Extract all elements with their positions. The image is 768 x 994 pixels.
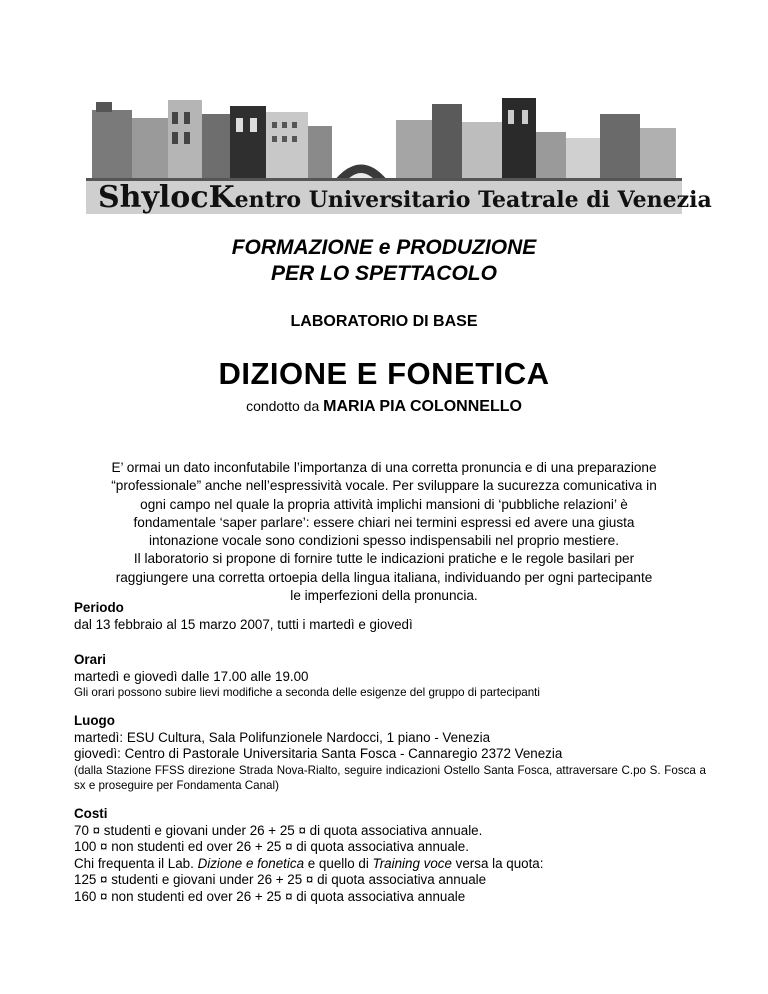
costi-line3	[74, 856, 706, 873]
costi-line3-pre: Chi frequenta il Lab.	[74, 855, 198, 871]
section-periodo	[74, 600, 706, 633]
intro-paragraph	[60, 459, 708, 605]
periodo-text: dal 13 febbraio al 15 marzo 2007, tutti i martedì e giovedì	[74, 616, 413, 632]
orari-text: martedì e giovedì dalle 17.00 alle 19.00	[74, 668, 309, 684]
periodo-heading: Periodo	[74, 600, 124, 615]
costi-line4: 125 ¤ studenti e giovani under 26 + 25 ¤ di quota associativa annuale	[74, 872, 487, 887]
intro-line: fondamentale ‘saper parlare’: essere chiari nei termini espressi ed avere una giusta	[133, 514, 635, 530]
header-lines	[0, 235, 768, 287]
conducted-by	[0, 398, 768, 416]
costi-line3-post: versa la quota:	[451, 855, 544, 871]
section-luogo	[74, 713, 706, 793]
logo-wordmark	[98, 180, 712, 215]
subtitle: LABORATORIO DI BASE	[290, 313, 478, 330]
intro-line: raggiungere una corretta ortoepia della lingua italiana, individuando per ogni partecipante	[115, 569, 653, 585]
costi-line2: 100 ¤ non studenti ed over 26 + 25 ¤ di quota associativa annuale.	[74, 839, 469, 854]
intro-line: ogni campo nel quale la propria attività implichi mansioni di ‘pubbliche relazioni’ è	[140, 496, 628, 512]
section-orari	[74, 652, 706, 702]
orari-heading: Orari	[74, 652, 107, 667]
luogo-line2: giovedì: Centro di Pastorale Universitaria Santa Fosca - Cannaregio 2372 Venezia	[74, 746, 563, 761]
intro-line: “professionale” anche nell’espressività vocale. Per sviluppare la sucurezza comunicativa in	[111, 478, 657, 494]
costi-heading: Costi	[74, 806, 108, 821]
conducted-name: MARIA PIA COLONNELLO	[323, 398, 522, 415]
luogo-heading: Luogo	[74, 713, 115, 728]
intro-line: E’ ormai un dato inconfutabile l’importanza di una corretta pronuncia e di una preparazione	[111, 460, 657, 475]
costi-line1: 70 ¤ studenti e giovani under 26 + 25 ¤ di quota associativa annuale.	[74, 822, 483, 838]
costi-line5: 160 ¤ non studenti ed over 26 + 25 ¤ di quota associativa annuale	[74, 888, 466, 904]
header-line1: FORMAZIONE e PRODUZIONE	[231, 236, 537, 259]
logo-text-big: Shyloc	[98, 180, 209, 215]
conducted-prefix: condotto da	[246, 398, 320, 414]
costi-line3-em1: Dizione e fonetica	[197, 855, 305, 871]
costi-line3-em2: Training voce	[372, 855, 452, 871]
intro-line: le imperfezioni della pronuncia.	[290, 588, 478, 604]
page-title: DIZIONE E FONETICA	[218, 356, 550, 391]
logo-initial: K	[208, 180, 235, 215]
costi-line3-mid: e quello di	[304, 855, 373, 871]
intro-line: intonazione vocale sono condizioni spesso indispensabili nel proprio mestiere.	[148, 533, 620, 549]
intro-line: Il laboratorio si propone di fornire tutte le indicazioni pratiche e le regole basilari per	[133, 551, 635, 567]
header-line2: PER LO SPETTACOLO	[271, 262, 497, 285]
luogo-line1: martedì: ESU Cultura, Sala Polifunzionele Nardocci, 1 piano - Venezia	[74, 729, 491, 745]
logo-text-rest: entro Universitario Teatrale di Venezia	[234, 187, 712, 213]
luogo-note: (dalla Stazione FFSS direzione Strada Nova-Rialto, seguire indicazioni Ostello Santa Fosca, attraversare C.po S. Fosca a sx e proseguire per Fondamenta Canal)	[74, 763, 706, 792]
section-costi	[74, 806, 706, 905]
orari-note: Gli orari possono subire lievi modifiche a seconda delle esigenze del gruppo di partecipanti	[74, 686, 540, 699]
